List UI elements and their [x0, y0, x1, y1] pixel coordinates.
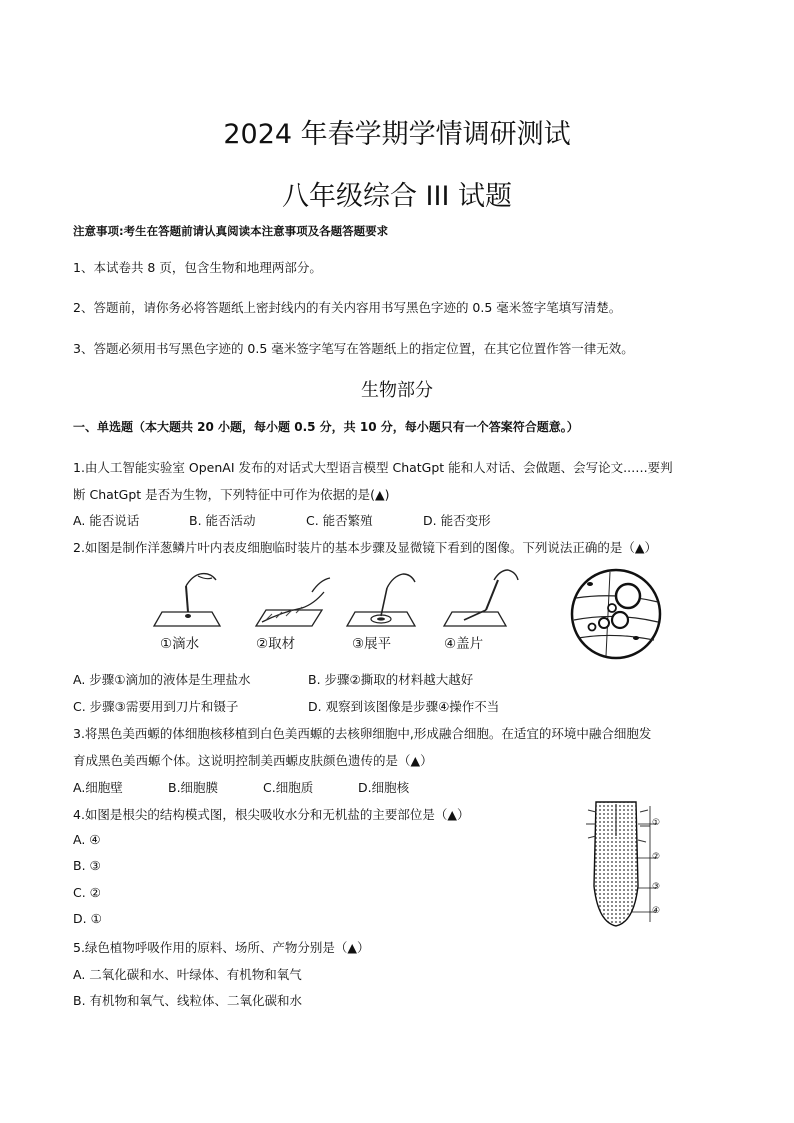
q1-stem-line1: 1.由人工智能实验室 OpenAI 发布的对话式大型语言模型 ChatGpt 能和人对话、会做题、会写论文..….要判: [73, 460, 673, 475]
q4-option-a: A. ④: [73, 832, 101, 847]
root-label-2: ②: [652, 852, 661, 862]
q1-stem-line2: 断 ChatGpt 是否为生物，下列特征中可作为依据的是(▲): [73, 487, 390, 502]
q2-stem: 2.如图是制作洋葱鳞片叶内表皮细胞临时装片的基本步骤及显微镜下看到的图像。下列说法正确的是（▲）: [73, 540, 658, 555]
q3-stem-line2: 育成黑色美西螈个体。这说明控制美西螈皮肤颜色遗传的是（▲）: [73, 753, 433, 768]
step3-flatten-illustration: [345, 568, 425, 630]
microscope-view-image: [570, 568, 662, 660]
step2-take-material-illustration: [252, 570, 334, 630]
q3-option-b: B.细胞膜: [168, 780, 219, 795]
root-label-3: ③: [652, 882, 661, 892]
q3-option-a: A.细胞壁: [73, 780, 123, 795]
step-label-4: ④盖片: [444, 636, 484, 652]
rule-3: 3、答题必须用书写黑色字迹的 0.5 毫米签字笔写在答题纸上的指定位置，在其它位置作答一律无效。: [73, 341, 634, 356]
q1-option-b: B. 能否活动: [189, 513, 256, 528]
q1-option-c: C. 能否繁殖: [306, 513, 373, 528]
section-title: 生物部分: [361, 380, 433, 401]
root-label-4: ④: [652, 906, 661, 916]
step4-cover-slip-illustration: [442, 566, 522, 630]
q5-stem: 5.绿色植物呼吸作用的原料、场所、产物分别是（▲）: [73, 940, 370, 955]
q1-option-d: D. 能否变形: [423, 513, 491, 528]
step1-drip-water-illustration: [150, 568, 230, 630]
rule-2: 2、答题前，请你务必将答题纸上密封线内的有关内容用书写黑色字迹的 0.5 毫米签字笔填写清楚。: [73, 300, 622, 315]
q2-option-b: B. 步骤②撕取的材料越大越好: [308, 672, 474, 687]
exam-subtitle: 八年级综合 III 试题: [281, 181, 513, 212]
q2-option-c: C. 步骤③需要用到刀片和镊子: [73, 699, 239, 714]
q3-option-d: D.细胞核: [358, 780, 410, 795]
exam-title: 2024 年春学期学情调研测试: [223, 119, 571, 150]
step-label-3: ③展平: [352, 636, 392, 652]
root-label-1: ①: [652, 818, 661, 828]
rule-1: 1、本试卷共 8 页，包含生物和地理两部分。: [73, 260, 322, 275]
q3-stem-line1: 3.将黑色美西螈的体细胞核移植到白色美西螈的去核卵细胞中,形成融合细胞。在适宜的环境中融合细胞发: [73, 726, 652, 741]
q4-stem: 4.如图是根尖的结构模式图，根尖吸收水分和无机盐的主要部位是（▲）: [73, 807, 470, 822]
q4-option-c: C. ②: [73, 885, 101, 900]
q5-option-a: A. 二氧化碳和水、叶绿体、有机物和氧气: [73, 967, 302, 982]
q3-option-c: C.细胞质: [263, 780, 314, 795]
q2-option-d: D. 观察到该图像是步骤④操作不当: [308, 699, 500, 714]
q2-option-a: A. 步骤①滴加的液体是生理盐水: [73, 672, 251, 687]
q1-option-a: A. 能否说话: [73, 513, 140, 528]
notice-line: 注意事项:考生在答题前请认真阅读本注意事项及各题答题要求: [73, 224, 389, 238]
q4-option-d: D. ①: [73, 911, 102, 926]
step-label-1: ①滴水: [160, 636, 200, 652]
step-label-2: ②取材: [256, 636, 296, 652]
q5-option-b: B. 有机物和氧气、线粒体、二氧化碳和水: [73, 993, 303, 1008]
section-heading: 一、单选题（本大题共 20 小题，每小题 0.5 分，共 10 分，每小题只有一个答案符合题意。）: [73, 420, 579, 434]
q4-option-b: B. ③: [73, 858, 101, 873]
